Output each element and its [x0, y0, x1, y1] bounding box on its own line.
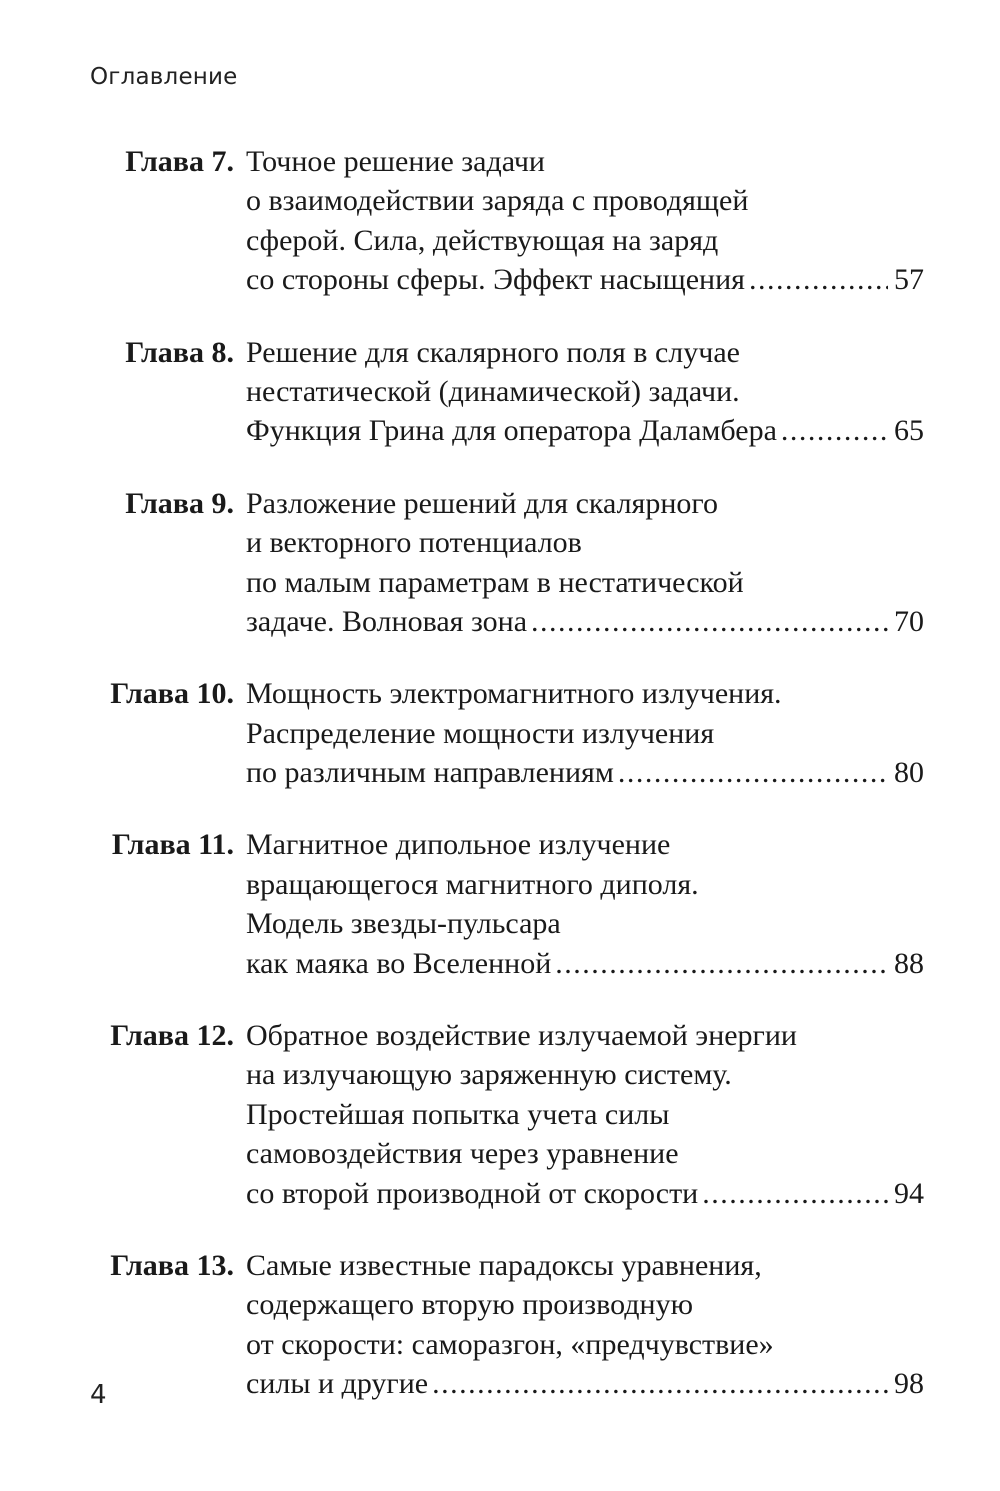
toc-entry-chapter-11[interactable] — [0, 825, 1000, 983]
toc-entry-chapter-9[interactable] — [0, 484, 1000, 642]
chapter-title — [246, 1246, 924, 1404]
title-line-last — [246, 602, 924, 641]
toc-entry-chapter-12[interactable] — [0, 1016, 1000, 1213]
table-of-contents — [0, 142, 1000, 1437]
title-line: Модель звезды-пульсара — [246, 907, 561, 941]
title-line: от скорости: саморазгон, «предчувствие» — [246, 1327, 774, 1361]
title-line: задаче. Волновая зона — [246, 604, 528, 638]
title-line: Распределение мощности излучения — [246, 716, 715, 750]
chapter-title — [246, 142, 924, 300]
page-number: 98 — [894, 1367, 924, 1401]
toc-entry-chapter-8[interactable] — [0, 333, 1000, 451]
title-line: со стороны сферы. Эффект насыщения — [246, 263, 745, 297]
title-line: Обратное воздействие излучаемой энергии — [246, 1019, 797, 1053]
title-line: нестатической (динамической) задачи. — [246, 374, 740, 408]
title-line: Функция Грина для оператора Даламбера — [246, 414, 777, 448]
chapter-title — [246, 333, 924, 451]
chapter-label: Глава 8. — [125, 335, 234, 369]
chapter-title — [246, 825, 924, 983]
page-number: 65 — [894, 414, 924, 448]
dot-leader — [432, 1364, 888, 1403]
chapter-title — [246, 1016, 924, 1213]
title-line: самовоздействия через уравнение — [246, 1137, 679, 1171]
running-head: Оглавление — [90, 64, 238, 90]
title-line: Магнитное дипольное излучение — [246, 828, 671, 862]
title-line: Разложение решений для скалярного — [246, 486, 718, 520]
chapter-label: Глава 13. — [110, 1248, 234, 1282]
toc-entry-chapter-13[interactable] — [0, 1246, 1000, 1404]
title-line: силы и другие — [246, 1367, 429, 1401]
toc-entry-chapter-10[interactable] — [0, 674, 1000, 792]
title-line: о взаимодействии заряда с проводящей — [246, 184, 749, 218]
title-line: сферой. Сила, действующая на заряд — [246, 223, 719, 257]
title-line: со второй производной от скорости — [246, 1176, 699, 1210]
title-line: на излучающую заряженную систему. — [246, 1058, 732, 1092]
title-line-last — [246, 260, 924, 299]
page-number: 94 — [894, 1176, 924, 1210]
dot-leader — [555, 944, 888, 983]
chapter-title — [246, 484, 924, 642]
dot-leader — [702, 1174, 888, 1213]
title-line: по различным направлениям — [246, 756, 614, 790]
title-line-last — [246, 1174, 924, 1213]
title-line: и векторного потенциалов — [246, 526, 582, 560]
title-line-last — [246, 944, 924, 983]
page-number: 88 — [894, 946, 924, 980]
title-line: вращающегося магнитного диполя. — [246, 867, 699, 901]
dot-leader — [531, 602, 888, 641]
title-line-last — [246, 411, 924, 450]
title-line: как маяка во Вселенной — [246, 946, 552, 980]
chapter-label: Глава 9. — [125, 486, 234, 520]
chapter-label: Глава 11. — [111, 828, 234, 862]
chapter-label: Глава 10. — [110, 677, 234, 711]
page-number: 80 — [894, 756, 924, 790]
dot-leader — [749, 260, 888, 299]
chapter-label: Глава 12. — [110, 1019, 234, 1053]
chapter-label: Глава 7. — [125, 145, 234, 178]
dot-leader — [618, 753, 888, 792]
page-number: 57 — [894, 263, 924, 297]
title-line: Точное решение задачи — [246, 145, 545, 178]
toc-entry-chapter-7[interactable] — [0, 142, 1000, 300]
title-line: по малым параметрам в нестатической — [246, 565, 744, 599]
title-line-last — [246, 753, 924, 792]
title-line: Простейшая попытка учета силы — [246, 1097, 670, 1131]
title-line: Самые известные парадоксы уравнения, — [246, 1248, 762, 1282]
dot-leader — [781, 411, 888, 450]
chapter-title — [246, 674, 924, 792]
page-number: 70 — [894, 604, 924, 638]
title-line: содержащего вторую производную — [246, 1288, 693, 1322]
title-line: Мощность электромагнитного излучения. — [246, 677, 782, 711]
title-line: Решение для скалярного поля в случае — [246, 335, 740, 369]
page-folio: 4 — [90, 1380, 107, 1410]
title-line-last — [246, 1364, 924, 1403]
